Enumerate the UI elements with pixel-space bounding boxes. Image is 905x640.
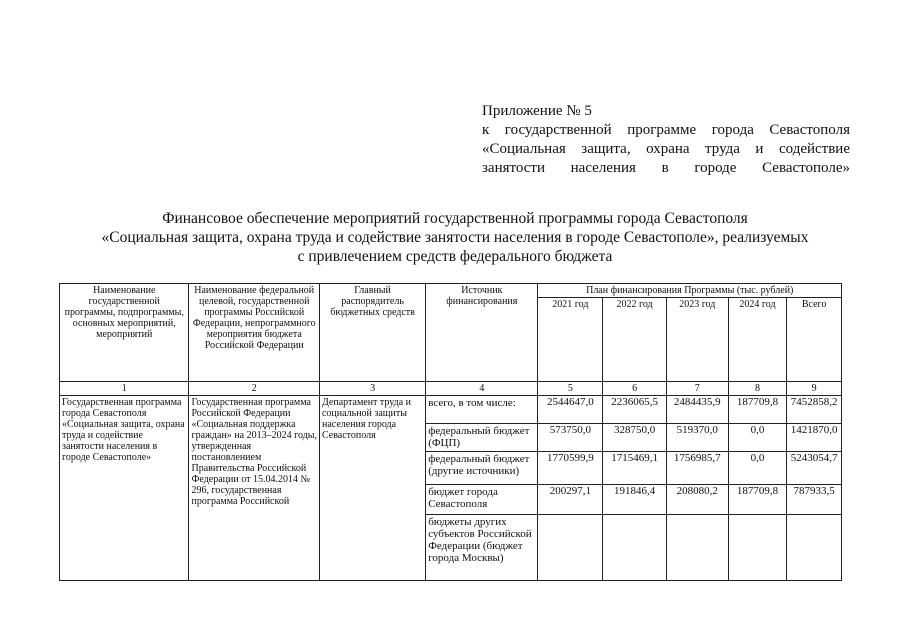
total-cell: 787933,5 [787, 485, 842, 515]
header-plan: План финансирования Программы (тыс. рублей) [538, 284, 842, 298]
appendix-line: к государственной программе города Севастополя [482, 122, 850, 138]
source-cell: бюджеты других субъектов Российской Федерации (бюджет города Москвы) [426, 515, 538, 581]
value-cell [538, 515, 603, 581]
header-year: 2021 год [538, 298, 603, 382]
header-year: 2024 год [728, 298, 787, 382]
value-cell: 2544647,0 [538, 396, 603, 424]
value-cell: 0,0 [728, 452, 787, 485]
value-cell: 208080,2 [666, 485, 728, 515]
header-administrator: Главный распорядитель бюджетных средств [319, 284, 425, 382]
value-cell: 1770599,9 [538, 452, 603, 485]
title-line: Финансовое обеспечение мероприятий государственной программы города Севастополя [162, 210, 748, 227]
header-year: 2023 год [666, 298, 728, 382]
value-cell: 2236065,5 [603, 396, 667, 424]
header-total: Всего [787, 298, 842, 382]
total-cell: 7452858,2 [787, 396, 842, 424]
title-line: «Социальная защита, охрана труда и содействие занятости населения в городе Севастополе», реализуемых [101, 229, 809, 246]
title-line: с привлечением средств федерального бюджета [297, 248, 613, 265]
header-year: 2022 год [603, 298, 667, 382]
appendix-line: «Социальная защита, охрана труда и содействие [482, 141, 850, 157]
value-cell [603, 515, 667, 581]
value-cell: 1756985,7 [666, 452, 728, 485]
header-source: Источник финансирования [426, 284, 538, 382]
column-number: 7 [666, 382, 728, 396]
source-cell: бюджет города Севастополя [426, 485, 538, 515]
column-number: 6 [603, 382, 667, 396]
value-cell: 200297,1 [538, 485, 603, 515]
federal-program-cell: Государственная программа Российской Федерации «Социальная поддержка граждан» на 2013–2024 годы, утвержденная постановлением Правительства Российской Федерации от 15.04.2014 № 296, государственная программа Российской [189, 396, 319, 581]
financing-table [59, 283, 842, 581]
column-number: 3 [319, 382, 425, 396]
appendix-title: Приложение № 5 [482, 103, 592, 119]
document-title [90, 209, 820, 266]
value-cell: 573750,0 [538, 424, 603, 452]
column-number: 4 [426, 382, 538, 396]
value-cell: 519370,0 [666, 424, 728, 452]
column-number: 9 [787, 382, 842, 396]
column-numbers-row [60, 382, 842, 396]
value-cell: 2484435,9 [666, 396, 728, 424]
total-cell [787, 515, 842, 581]
header-row [60, 284, 842, 298]
source-cell: всего, в том числе: [426, 396, 538, 424]
header-program-name: Наименование государственной программы, подпрограммы, основных мероприятий, мероприятий [60, 284, 189, 382]
value-cell [666, 515, 728, 581]
value-cell [728, 515, 787, 581]
administrator-cell: Департамент труда и социальной защиты населения города Севастополя [319, 396, 425, 581]
total-cell: 5243054,7 [787, 452, 842, 485]
value-cell: 187709,8 [728, 485, 787, 515]
program-name-cell: Государственная программа города Севастополя «Социальная защита, охрана труда и содействие занятости населения в городе Севастополе» [60, 396, 189, 581]
source-cell: федеральный бюджет (другие источники) [426, 452, 538, 485]
table-row [60, 396, 842, 424]
column-number: 1 [60, 382, 189, 396]
value-cell: 0,0 [728, 424, 787, 452]
column-number: 2 [189, 382, 319, 396]
appendix-line: занятости населения в городе Севастополе» [482, 160, 850, 176]
value-cell: 191846,4 [603, 485, 667, 515]
appendix-block [482, 102, 850, 178]
value-cell: 187709,8 [728, 396, 787, 424]
value-cell: 1715469,1 [603, 452, 667, 485]
value-cell: 328750,0 [603, 424, 667, 452]
column-number: 8 [728, 382, 787, 396]
total-cell: 1421870,0 [787, 424, 842, 452]
source-cell: федеральный бюджет (ФЦП) [426, 424, 538, 452]
column-number: 5 [538, 382, 603, 396]
header-federal-program: Наименование федеральной целевой, государственной программы Российской Федерации, непрограммного мероприятия бюджета Российской Федерации [189, 284, 319, 382]
